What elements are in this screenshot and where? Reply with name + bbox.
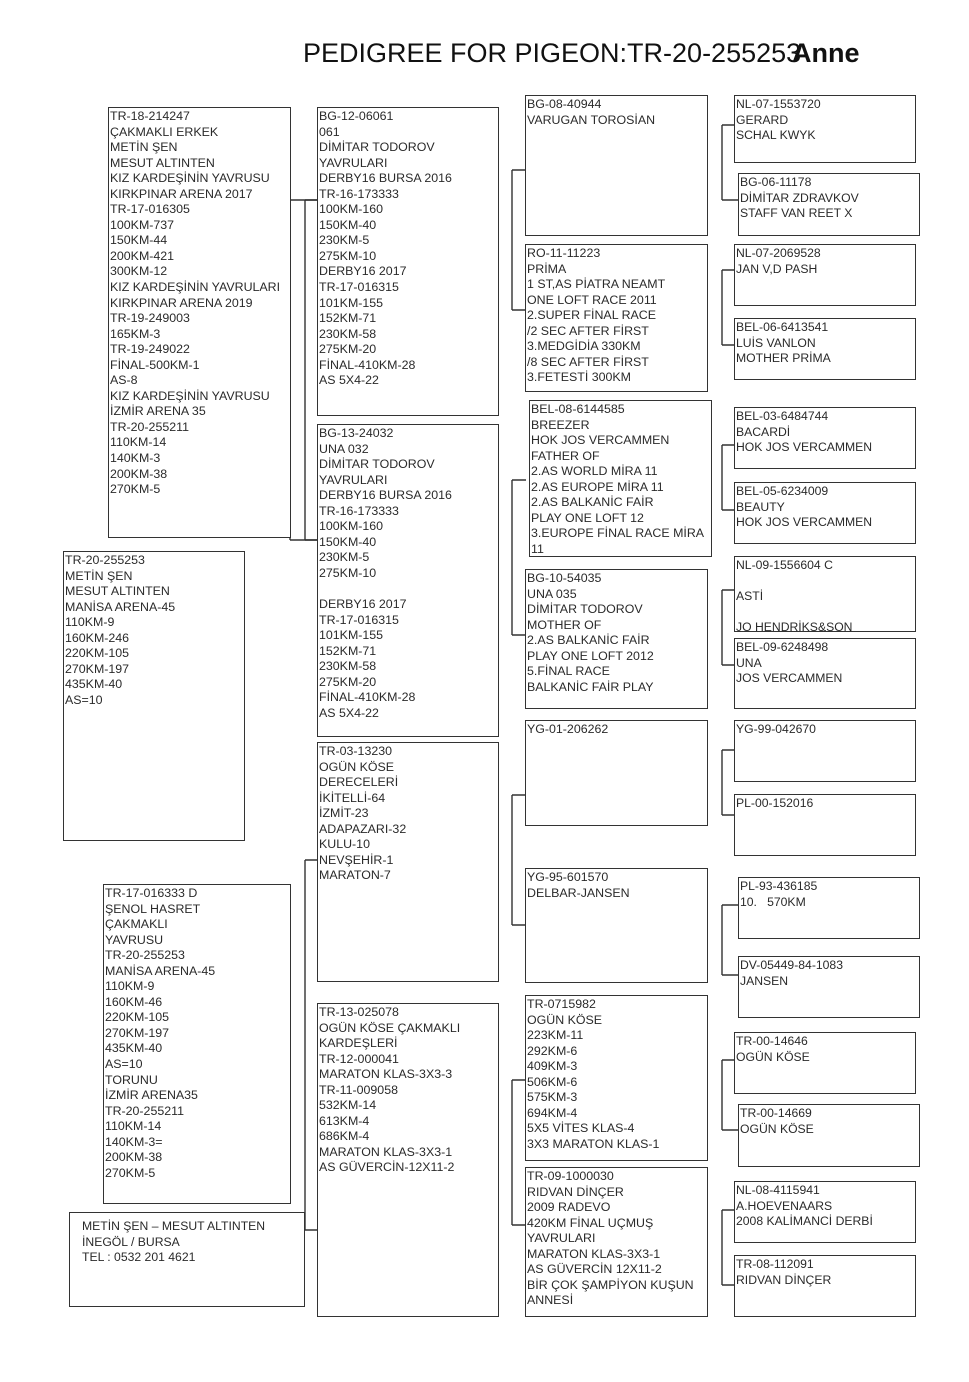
text-line: 110KM-9 [105,979,155,994]
text-line: MARATON KLAS-3X3-1 [319,1144,453,1159]
text-line: AS 5X4-22 [319,705,379,720]
text-line: 160KM-246 [65,630,130,645]
text-line: OGÜN KÖSE [736,1049,810,1064]
text-line: TR-19-249003 [110,311,190,326]
text-line: 270KM-197 [65,661,130,676]
text-line: TR-09-1000030 [527,1169,614,1183]
great-grandparent-box-5 [734,407,916,469]
text-line: 152KM-71 [319,311,377,326]
text-line: DERECELERİ [319,775,399,790]
text-line: BEL-03-6484744 [736,409,829,423]
text-line: TR-16-173333 [319,503,399,518]
text-line: 409KM-3 [527,1059,578,1074]
text-line: PLAY ONE LOFT 2012 [527,648,654,663]
text-line: FATHER OF [531,448,600,463]
text-line: KIZ KARDEŞİNİN YAVRUSU [110,388,270,403]
text-line: 150KM-44 [110,233,168,248]
text-line: VARUGAN TOROSİAN [527,112,656,127]
parent-box-1 [317,107,499,416]
text-line: TR-19-249022 [110,342,190,357]
text-line: SCHAL KWYK [736,128,816,143]
text-line: 110KM-14 [105,1119,162,1134]
text-line: İZMİR ARENA 35 [110,404,206,419]
text-line: AS 5X4-22 [319,373,379,388]
text-line [319,581,498,597]
text-line: ÇAKMAKLI [105,917,168,932]
text-line: KIZ KARDEŞİNİN YAVRUSU [110,171,270,186]
text-line: 506KM-6 [527,1074,578,1089]
text-line: FİNAL-410KM-28 [319,357,416,372]
text-line: TR-03-13230 [319,744,393,758]
text-line: 101KM-155 [319,295,384,310]
text-line: BALKANİC FAİR PLAY [527,679,654,694]
text-line: 100KM-737 [110,217,175,232]
text-line: TR-0715982 [527,997,596,1011]
text-line: BİR ÇOK ŞAMPİYON KUŞUN [527,1277,694,1292]
text-line: 220KM-105 [65,646,130,661]
text-line: RO-11-11223 [527,246,601,260]
text-line: 101KM-155 [319,628,384,643]
text-line: DİMİTAR TODOROV [319,140,435,155]
text-line: NL-07-2069528 [736,246,821,260]
text-line: BG-13-24032 [319,426,394,440]
parent-box-3 [317,742,499,982]
text-line: 165KM-3 [110,326,161,341]
text-line: ASTİ [736,589,764,604]
text-line: İKİTELLİ-64 [319,790,386,805]
text-line: AS-8 [110,373,138,388]
text-line: DV-05449-84-1083 [740,958,843,972]
text-line: JAN V,D PASH [736,261,818,276]
text-line: BEL-09-6248498 [736,640,829,654]
text-line: 2009 RADEVO [527,1200,611,1215]
text-line: MARATON KLAS-3X3-1 [527,1246,661,1261]
text-line [736,574,915,590]
text-line: AS=10 [65,692,103,707]
text-line: DELBAR-JANSEN [527,885,630,900]
text-line: MANİSA ARENA-45 [105,963,216,978]
text-line: TORUNU [105,1072,158,1087]
subject-pigeon-box [63,551,245,841]
text-line: TR-17-016333 D [105,886,198,900]
text-line: AS GÜVERCİN-12X11-2 [319,1160,455,1175]
text-line: 292KM-6 [527,1043,578,1058]
text-line: BEL-06-6413541 [736,320,829,334]
text-line: 230KM-58 [319,326,377,341]
text-line: 275KM-10 [319,248,377,263]
text-line: PRİMA [527,261,567,276]
text-line: İZMİT-23 [319,806,369,821]
sire-notes-box [108,107,291,538]
grandparent-box-2 [525,244,708,392]
great-grandparent-box-4 [734,318,916,380]
text-line: BG-06-11178 [740,175,812,189]
grandparent-box-7 [525,995,708,1161]
text-line: 140KM-3 [110,451,161,466]
text-line: YG-99-042670 [736,722,816,736]
text-line: MOTHER OF [527,617,602,632]
text-line: 200KM-38 [110,466,168,481]
text-line: PL-93-436185 [740,879,818,893]
text-line: 686KM-4 [319,1129,370,1144]
text-line: AS GÜVERCİN 12X11-2 [527,1262,662,1277]
great-grandparent-box-3 [734,244,916,306]
text-line: BG-10-54035 [527,571,602,585]
text-line: 230KM-5 [319,233,370,248]
text-line: 2.SUPER FİNAL RACE [527,308,656,323]
text-line: METİN ŞEN [65,568,133,583]
text-line: YAVRULARI [319,155,388,170]
dam-notes-box [103,884,291,1204]
connector-gp-3-4 [512,480,526,635]
text-line: DERBY16 2017 [319,264,407,279]
text-line: YAVRUSU [105,932,164,947]
page-title: PEDIGREE FOR PIGEON:TR-20-255253 [303,38,802,68]
text-line: DİMİTAR TODOROV [319,457,435,472]
text-line: 3.MEDGİDİA 330KM [527,339,641,354]
text-line: MANİSA ARENA-45 [65,599,176,614]
text-line: BEAUTY [736,499,785,514]
text-line: 2.AS WORLD MİRA 11 [531,464,658,479]
text-line: ADAPAZARI-32 [319,821,407,836]
text-line: MESUT ALTINTEN [110,155,215,170]
text-line: 3X3 MARATON KLAS-1 [527,1136,660,1151]
text-line: A.HOEVENAARS [736,1198,833,1213]
text-line: 420KM FİNAL UÇMUŞ [527,1215,654,1230]
text-line: TR-13-025078 [319,1005,399,1019]
text-line: NL-07-1553720 [736,97,821,111]
text-line: TEL : 0532 201 4621 [82,1250,196,1265]
text-line: YG-95-601570 [527,870,609,884]
grandparent-box-5 [525,720,708,826]
text-line: OGÜN KÖSE [740,1121,814,1136]
text-line: NL-09-1556604 C [736,558,833,572]
text-line: 694KM-4 [527,1105,578,1120]
text-line: NEVŞEHİR-1 [319,852,394,867]
text-line: BEL-08-6144585 [531,402,625,416]
text-line: METİN ŞEN – MESUT ALTINTEN [82,1219,266,1233]
text-line: KIZ KARDEŞİNİN YAVRULARI [110,280,281,295]
text-line: 100KM-160 [319,202,384,217]
text-line: 435KM-40 [105,1041,163,1056]
text-line: 270KM-5 [110,482,161,497]
great-grandparent-box-14 [738,1104,920,1167]
text-line: TR-00-14646 [736,1034,808,1048]
text-line: BREEZER [531,417,590,432]
text-line: PL-00-152016 [736,796,814,810]
text-line: 140KM-3= [105,1134,163,1149]
text-line: 1 ST,AS PİATRA NEAMT [527,277,666,292]
text-line: TR-20-255211 [105,1103,184,1118]
text-line: TR-12-000041 [319,1051,399,1066]
text-line: 435KM-40 [65,677,123,692]
text-line: AS=10 [105,1057,143,1072]
text-line: TR-18-214247 [110,109,190,123]
text-line: ONE LOFT RACE 2011 [527,292,657,307]
text-line: 270KM-5 [105,1165,156,1180]
text-line: TR-20-255211 [110,419,189,434]
text-line: 200KM-421 [110,248,175,263]
text-line: 2008 KALİMANCİ DERBİ [736,1214,873,1229]
text-line: TR-20-255253 [65,553,145,567]
text-line: OGÜN KÖSE ÇAKMAKLI [319,1020,461,1035]
grandparent-box-4 [525,569,708,709]
text-line: DERBY16 2017 [319,597,407,612]
parent-role-label: Anne [792,38,860,68]
text-line: 10. 570KM [740,894,806,909]
text-line: 2.AS EUROPE MİRA 11 [531,479,664,494]
text-line: DERBY16 BURSA 2016 [319,171,452,186]
text-line: RIDVAN DİNÇER [736,1272,832,1287]
text-line: 5X5 VİTES KLAS-4 [527,1121,635,1136]
text-line: UNA [736,655,762,670]
text-line: TR-20-255253 [105,948,185,963]
text-line: TR-00-14669 [740,1106,812,1120]
text-line: 230KM-58 [319,659,377,674]
text-line: RIDVAN DİNÇER [527,1184,624,1199]
text-line: 275KM-20 [319,674,377,689]
text-line: YG-01-206262 [527,722,609,736]
text-line: YAVRULARI [527,1231,596,1246]
text-line: JO HENDRİKS&SON [736,620,853,632]
great-grandparent-box-7 [734,556,916,632]
text-line: OGÜN KÖSE [527,1012,603,1027]
text-line: 061 [319,124,340,139]
text-line: /2 SEC AFTER FİRST [527,323,649,338]
breeder-contact-box [69,1212,305,1307]
text-line: 300KM-12 [110,264,168,279]
text-line: 275KM-10 [319,565,377,580]
text-line: PLAY ONE LOFT 12 [531,510,644,525]
great-grandparent-box-10 [734,794,916,856]
text-line: DİMİTAR ZDRAVKOV [740,190,859,205]
text-line: DİMİTAR TODOROV [527,602,643,617]
text-line: BEL-05-6234009 [736,484,829,498]
grandparent-box-1 [525,95,708,236]
great-grandparent-box-2 [738,173,920,236]
great-grandparent-box-1 [734,95,916,163]
text-line: İNEGÖL / BURSA [82,1234,180,1249]
text-line: JANSEN [740,973,789,988]
text-line: 270KM-197 [105,1025,170,1040]
text-line: YAVRULARI [319,472,388,487]
text-line: MESUT ALTINTEN [65,584,170,599]
text-line: OGÜN KÖSE [319,759,395,774]
text-line: KIRKPINAR ARENA 2017 [110,186,253,201]
text-line: GERARD [736,112,789,127]
text-line: 150KM-40 [319,534,377,549]
text-line: 3.EUROPE FİNAL RACE MİRA [531,526,705,541]
text-line [736,605,915,621]
text-line: UNA 035 [527,586,577,601]
text-line: 230KM-5 [319,550,370,565]
great-grandparent-box-9 [734,720,916,782]
text-line: ŞENOL HASRET [105,901,201,916]
grandparent-box-6 [525,868,708,983]
connector-gp-1-2 [512,170,526,310]
grandparent-box-3 [529,400,712,557]
text-line: FİNAL-410KM-28 [319,690,416,705]
text-line: KULU-10 [319,837,370,852]
text-line: 200KM-38 [105,1150,163,1165]
text-line: KARDEŞLERİ [319,1036,398,1051]
text-line: MARATON-7 [319,868,391,883]
text-line: 110KM-9 [65,615,115,630]
connector-gp-5-6 [512,795,526,925]
text-line: 2.AS BALKANİC FAİR [531,495,654,510]
great-grandparent-box-15 [734,1181,916,1243]
text-line: 220KM-105 [105,1010,170,1025]
text-line: MOTHER PRİMA [736,351,831,366]
great-grandparent-box-16 [734,1255,916,1317]
text-line: İZMİR ARENA35 [105,1088,198,1103]
text-line: 275KM-20 [319,342,377,357]
grandparent-box-8 [525,1167,708,1317]
text-line: DERBY16 BURSA 2016 [319,488,452,503]
text-line: METİN ŞEN [110,140,178,155]
text-line: HOK JOS VERCAMMEN [531,433,670,448]
text-line: LUİS VANLON [736,335,816,350]
text-line: TR-17-016315 [319,612,399,627]
text-line: 110KM-14 [110,435,167,450]
text-line: BG-12-06061 [319,109,394,123]
text-line: 152KM-71 [319,643,377,658]
parent-box-4 [317,1003,499,1317]
text-line: /8 SEC AFTER FİRST [527,354,649,369]
text-line: UNA 032 [319,441,369,456]
text-line: 575KM-3 [527,1090,578,1105]
text-line: 2.AS BALKANİC FAİR [527,633,650,648]
text-line: TR-08-112091 [736,1257,814,1271]
text-line: BACARDİ [736,424,791,439]
text-line: STAFF VAN REET X [740,206,853,221]
connector-notes-top [290,200,318,540]
text-line: TR-11-009058 [319,1082,398,1097]
text-line: BG-08-40944 [527,97,602,111]
text-line: ÇAKMAKLI ERKEK [110,124,219,139]
great-grandparent-box-12 [738,956,920,1018]
text-line: 11 [531,541,544,556]
connector-gp-7-8 [512,1080,526,1225]
great-grandparent-box-8 [734,638,916,709]
parent-box-2 [317,424,499,737]
text-line: 160KM-46 [105,994,163,1009]
text-line: HOK JOS VERCAMMEN [736,515,873,530]
text-line: 100KM-160 [319,519,384,534]
text-line: 613KM-4 [319,1113,370,1128]
text-line: FİNAL-500KM-1 [110,357,200,372]
text-line: TR-16-173333 [319,186,399,201]
text-line: 150KM-40 [319,217,377,232]
great-grandparent-box-11 [738,877,920,939]
great-grandparent-box-6 [734,482,916,544]
text-line: HOK JOS VERCAMMEN [736,440,873,455]
text-line: 532KM-14 [319,1098,377,1113]
text-line: ANNESİ [527,1293,574,1308]
great-grandparent-box-13 [734,1032,916,1094]
text-line: TR-17-016305 [110,202,190,217]
text-line: 5.FİNAL RACE [527,664,610,679]
text-line: MARATON KLAS-3X3-3 [319,1067,453,1082]
text-line: NL-08-4115941 [736,1183,820,1197]
text-line: TR-17-016315 [319,280,399,295]
text-line: JOS VERCAMMEN [736,671,843,686]
text-line: 223KM-11 [527,1028,584,1043]
text-line: KIRKPINAR ARENA 2019 [110,295,253,310]
text-line: 3.FETESTİ 300KM [527,370,631,385]
